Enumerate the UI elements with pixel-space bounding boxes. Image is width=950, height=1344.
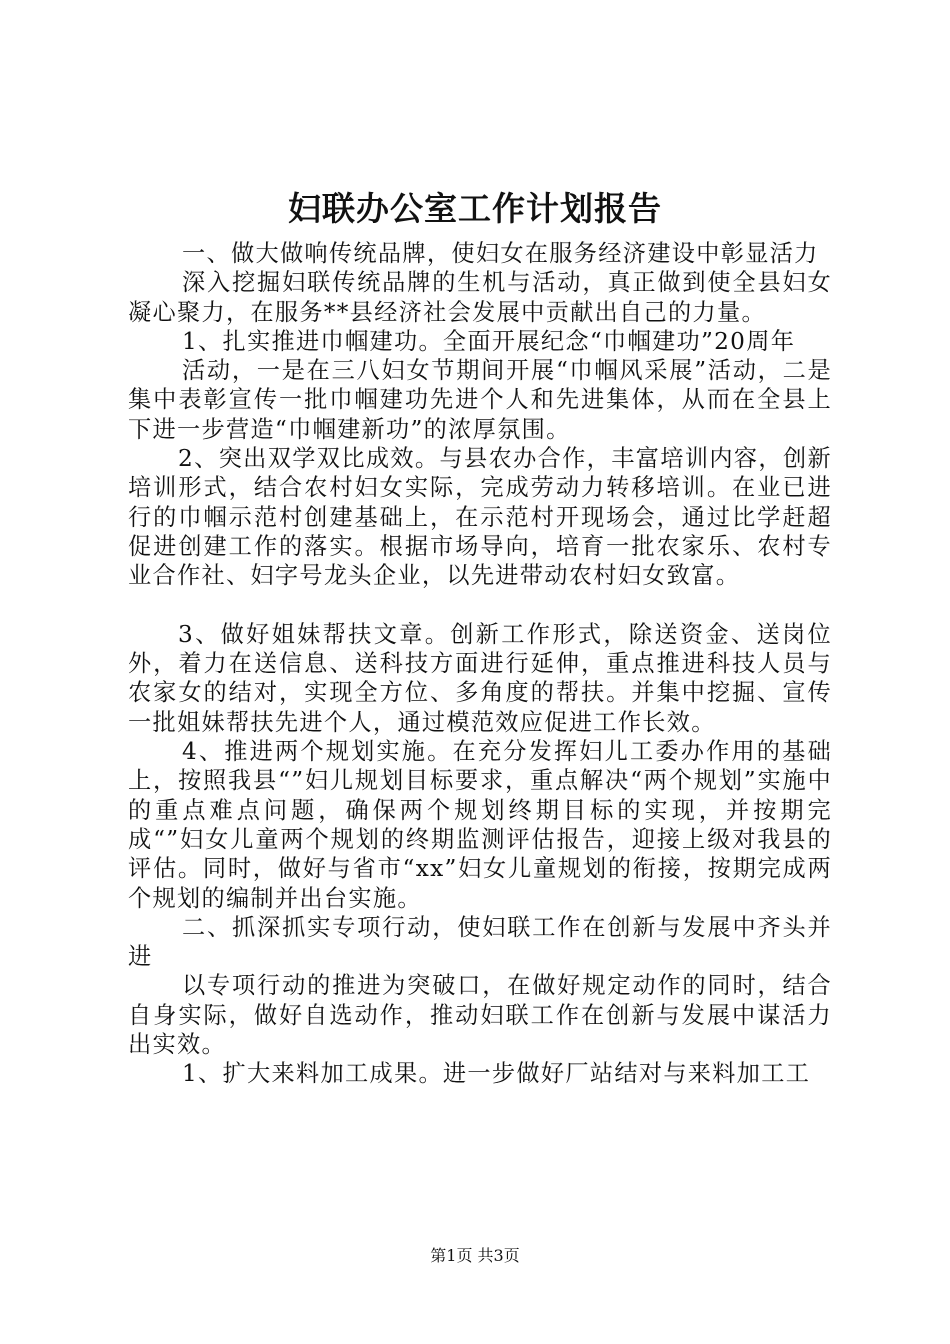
section-heading-1: 一、做大做响传统品牌，使妇女在服务经济建设中彰显活力 bbox=[182, 240, 819, 267]
paragraph: 以专项行动的推进为突破口，在做好规定动作的同时，结合自身实际，做好自选动作，推动妇联工作在创新与发展中谋活力出实效。 bbox=[128, 972, 832, 1059]
item-paragraph-3: 3、做好姐妹帮扶文章。创新工作形式，除送资金、送岗位外，着力在送信息、送科技方面进行延伸，重点推进科技人员与农家女的结对，实现全方位、多角度的帮扶。并集中挖掘、宣传一批姐妹帮扶先进个人，通过模范效应促进工作长效。 bbox=[128, 620, 832, 736]
paragraph: 深入挖掘妇联传统品牌的生机与活动，真正做到使全县妇女凝心聚力，在服务**县经济社会发展中贡献出自己的力量。 bbox=[128, 269, 832, 326]
document-title: 妇联办公室工作计划报告 bbox=[288, 189, 662, 228]
document-body bbox=[128, 239, 832, 1089]
blank-line bbox=[128, 591, 832, 620]
item-heading-1: 1、扎实推进巾帼建功。全面开展纪念“巾帼建功”20周年 bbox=[182, 327, 796, 355]
item-paragraph-2: 2、突出双学双比成效。与县农办合作，丰富培训内容，创新培训形式，结合农村妇女实际，完成劳动力转移培训。在业已进行的巾帼示范村创建基础上，在示范村开现场会，通过比学赶超促进创建工作的落实。根据市场导向，培育一批农家乐、农村专业合作社、妇字号龙头企业，以先进带动农村妇女致富。 bbox=[128, 445, 832, 590]
page-footer: 第1页 共3页 bbox=[430, 1246, 520, 1265]
section-heading-2: 二、抓深抓实专项行动，使妇联工作在创新与发展中齐头并进 bbox=[128, 913, 832, 971]
item-paragraph-1b: 1、扩大来料加工成果。进一步做好厂站结对与来料加工工 bbox=[182, 1060, 811, 1088]
paragraph: 活动，一是在三八妇女节期间开展“巾帼风采展”活动，二是集中表彰宣传一批巾帼建功先进个人和先进集体，从而在全县上下进一步营造“巾帼建新功”的浓厚氛围。 bbox=[128, 357, 832, 443]
item-paragraph-4: 4、推进两个规划实施。在充分发挥妇儿工委办作用的基础上，按照我县“”妇儿规划目标要求，重点解决“两个规划”实施中的重点难点问题，确保两个规划终期目标的实现，并按期完成“”妇女儿童两个规划的终期监测评估报告，迎接上级对我县的评估。同时，做好与省市“xx”妇女儿童规划的衔接，按期完成两个规划的编制并出台实施。 bbox=[128, 738, 832, 912]
